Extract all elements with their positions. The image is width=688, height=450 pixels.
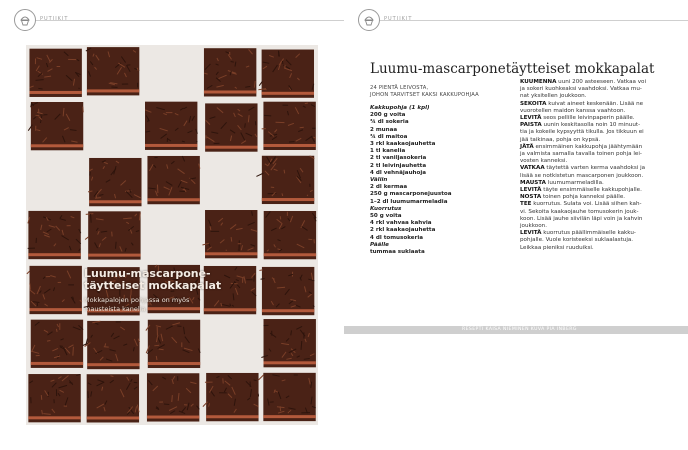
ingredient-section-heading: Kakkupohja (1 kpl) (370, 105, 430, 111)
photo-title-line2: täytteiset mokkapalat (84, 279, 222, 292)
instruction-text: pohjalle. Vuole koristeeksi suklaalastuja. (520, 237, 634, 244)
instruction-text: Leikkaa pieniksi ruuduiksi. (520, 244, 594, 251)
recipe-title: Luumu-mascarponetäytteiset mokkapalat (370, 61, 655, 77)
instruction-lead-word: LEVITÄ (520, 187, 542, 194)
instruction-lead-word: LEVITÄ (520, 230, 542, 237)
instruction-line (520, 101, 672, 108)
instruction-line (520, 122, 672, 129)
instruction-text: vosten kanneksi. (520, 158, 568, 165)
instruction-text: jää taikinaa, pohja on kypsä. (520, 136, 601, 143)
instruction-line (520, 216, 672, 223)
mokkapala-grid-image (26, 45, 318, 425)
instruction-line (520, 230, 672, 237)
mokkapala-square (264, 211, 316, 259)
instruction-text: ja sokeri kuohkeaksi vaahdoksi. Vatkaa mu- (520, 86, 642, 93)
ingredient-item: 200 g voita (370, 112, 406, 119)
instruction-steps (520, 79, 672, 252)
instruction-lead-word: NOSTA (520, 194, 542, 201)
mokkapala-square (145, 102, 197, 150)
mokkapala-square (28, 102, 83, 150)
instruction-text: lisää se notkistetun mascarponen joukkoon. (520, 172, 644, 179)
mokkapala-square (202, 210, 257, 258)
instruction-text: seos pellille leivinpaperin päälle. (541, 115, 635, 122)
instruction-line (520, 194, 672, 201)
header-rule (370, 20, 688, 21)
yield-text (370, 85, 512, 99)
instructions-column (520, 79, 672, 252)
cupcake-icon (358, 9, 380, 31)
instruction-line (520, 93, 672, 100)
instruction-lead-word: JÄTÄ (520, 143, 534, 150)
ingredient-item: 250 g mascarponejuustoa (370, 191, 452, 198)
instruction-lead-word: PAISTA (520, 122, 542, 129)
section-label: PUTIIKIT (384, 16, 413, 22)
instruction-line (520, 201, 672, 208)
ingredient-item: 2 tl vaniljasokeria (370, 155, 427, 162)
instruction-line (520, 245, 672, 252)
instruction-text: ja valmista samalla tavalla toinen pohja lei- (520, 151, 642, 158)
mokkapala-square (28, 211, 81, 259)
instruction-line (520, 187, 672, 194)
instruction-text: luumumarmeladilla. (546, 179, 604, 186)
recipe-photo (26, 45, 318, 425)
instruction-text: vuorotellen maidon kanssa vaahtoon. (520, 107, 626, 114)
mokkapala-square (83, 321, 140, 369)
instruction-lead-word: TEE (520, 201, 532, 208)
mokkapala-square (259, 373, 316, 421)
instruction-text: täyte ensimmäiselle kakkupohjalle. (541, 187, 642, 194)
ingredient-item: 2 tl leivinjauhetta (370, 162, 427, 169)
ingredient-item: 4 rkl vahvaa kahvia (370, 220, 432, 227)
ingredient-item: 1–2 dl luumumarmeladia (370, 198, 448, 205)
mokkapala-square (85, 211, 140, 259)
instruction-line (520, 173, 672, 180)
header-rule (26, 20, 344, 21)
instruction-lead-word: VATKAA (520, 165, 545, 172)
instruction-text: vi. Sekoita kaakaojauhe tomusokerin jouk- (520, 208, 639, 215)
instruction-text: nat yksitellen joukkoon. (520, 93, 587, 100)
instruction-line (520, 158, 672, 165)
ingredient-item: 50 g voita (370, 213, 402, 220)
instruction-text: joukkoon. (520, 223, 547, 230)
photo-subtitle-line2: mausteista kanelia. (84, 305, 148, 313)
instruction-lead-word: MAUSTA (520, 179, 547, 186)
instruction-line (520, 108, 672, 115)
ingredient-item: ¾ dl maitoa (370, 133, 408, 140)
ingredient-item: 4 dl vehnäjauhoja (370, 169, 427, 176)
mokkapala-square (258, 50, 314, 98)
ingredients-column (370, 85, 512, 256)
instruction-text: koon. Lisää jauhe siivilän läpi voin ja kahvin (520, 215, 643, 222)
photo-title (84, 268, 284, 292)
instruction-text: toinen pohja kanneksi päälle. (541, 194, 626, 201)
instruction-lead-word: KUUMENNA (520, 79, 557, 85)
ingredient-item: 4 dl tomusokeria (370, 234, 424, 241)
mokkapala-square (146, 320, 200, 368)
credits-bar: RESEPTI KAISA NIEMINEN KUVA PIA INBERG (344, 326, 688, 334)
mokkapala-square (203, 373, 259, 421)
section-label: PUTIIKIT (40, 16, 69, 22)
instruction-line (520, 237, 672, 244)
mokkapala-square (86, 47, 139, 95)
instruction-text: kuorrutus päällimmäiselle kakku- (541, 230, 636, 237)
instruction-text: täytettä varten kerma vaahdoksi ja (544, 165, 646, 172)
instruction-line (520, 86, 672, 93)
ingredient-list (370, 105, 512, 256)
ingredient-item: 1 tl kanelia (370, 148, 406, 155)
yield-line2: JOHON TARVITSET KAKSI KAKKUPOHJAA (370, 92, 479, 98)
instruction-line (520, 144, 672, 151)
mokkapala-square (29, 49, 81, 97)
mokkapala-square (256, 156, 314, 204)
ingredient-item: tummaa suklaata (370, 249, 425, 256)
instruction-line (520, 129, 672, 136)
instruction-line (520, 79, 672, 86)
photo-subtitle (84, 296, 244, 314)
mokkapala-square (262, 102, 316, 150)
instruction-text: uunin keskitasolla noin 10 minuut- (541, 122, 641, 129)
ingredient-section-heading: Kuorrutus (370, 205, 402, 212)
mokkapala-square (261, 319, 316, 367)
instruction-line (520, 165, 672, 172)
instruction-line (520, 209, 672, 216)
ingredient-section-heading: Väliin (370, 177, 388, 184)
instruction-line (520, 151, 672, 158)
mokkapala-square (27, 266, 82, 314)
ingredient-item: ¾ dl sokeria (370, 119, 409, 126)
cupcake-icon (14, 9, 36, 31)
ingredient-item: 2 dl kermaa (370, 184, 408, 191)
ingredient-item: 2 rkl kaakaojauhetta (370, 227, 436, 234)
ingredient-item: 3 rkl kaakaojauhetta (370, 141, 436, 148)
instruction-lead-word: LEVITÄ (520, 115, 542, 122)
mokkapala-square (87, 374, 139, 422)
mokkapala-square (147, 156, 199, 204)
instruction-text: tia ja kokeile kypsyyttä tikulla. Jos tikkuun ei (520, 129, 644, 136)
mokkapala-square (88, 158, 141, 206)
instruction-text: kuivat aineet keskenään. Lisää ne (546, 100, 644, 107)
photo-title-line1: Luumu-mascarpone- (84, 267, 211, 280)
mokkapala-square (147, 373, 199, 421)
yield-line1: 24 PIENTÄ LEIVOSTA, (370, 85, 429, 91)
instruction-text: ensimmäinen kakkupohja jäähtymään (533, 143, 643, 150)
photo-subtitle-line1: Mokkapalojen pohjassa on myös (84, 296, 190, 304)
mokkapala-square (204, 48, 256, 96)
instruction-lead-word: SEKOITA (520, 100, 547, 107)
instruction-line (520, 115, 672, 122)
ingredient-item: 2 munaa (370, 126, 398, 133)
mokkapala-square (31, 320, 83, 368)
instruction-text: uuni 200 asteeseen. Vatkaa voi (556, 79, 646, 85)
instruction-text: kuorrutus. Sulata voi. Lisää siihen kah- (531, 201, 642, 208)
instruction-line (520, 180, 672, 187)
mokkapala-square (28, 374, 80, 422)
ingredient-section-heading: Päälle (370, 241, 389, 248)
mokkapala-square (205, 103, 257, 151)
instruction-line (520, 137, 672, 144)
